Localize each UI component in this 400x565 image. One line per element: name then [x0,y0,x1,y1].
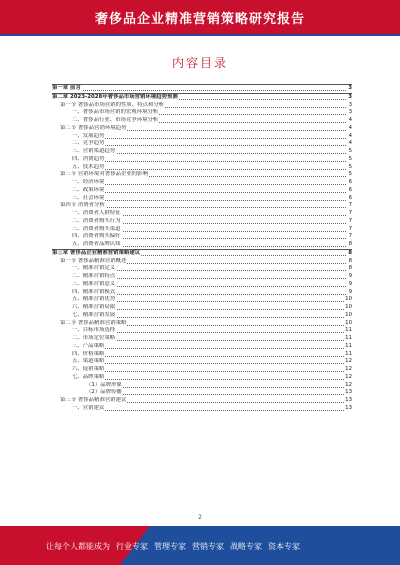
toc-entry[interactable] [52,210,352,218]
footer-item: 让每个人都能成为 [46,542,110,551]
toc-entry-page: 12 [345,358,352,365]
toc-entry[interactable] [52,320,352,328]
toc-entry[interactable] [52,327,352,335]
toc-entry-page: 13 [345,397,352,403]
toc-entry[interactable] [52,202,352,210]
toc-entry-page: 11 [345,335,352,341]
toc-entry-page: 4 [348,140,352,147]
toc-entry[interactable] [52,405,352,413]
toc-entry-page: 8 [348,257,352,264]
toc-entry-page: 7 [348,233,352,240]
toc-entry[interactable] [52,312,352,320]
toc-entry-page: 8 [348,241,352,247]
toc-entry[interactable] [52,93,352,102]
toc-entry[interactable] [52,358,352,366]
toc-entry-label: 四、消费趋势 [52,156,105,162]
toc-entry-page: 3 [348,109,352,116]
toc-entry-page: 10 [345,304,352,310]
toc-entry[interactable] [52,84,352,93]
toc-entry-page: 11 [345,327,352,334]
toc-entry-page: 7 [348,210,352,216]
toc-entry-label: 二、竞争趋势 [52,140,105,146]
toc-entry-page: 6 [348,194,352,201]
toc-entry-label: 二、奢侈品行业、市场竞争环境分析 [52,117,159,123]
report-header [0,0,400,34]
toc-entry[interactable] [52,351,352,359]
toc-entry-label: 三、营销渠道趋势 [52,148,116,154]
toc-entry-label: 第二节 奢侈品营销环境趋势 [52,125,127,131]
toc-entry-label: 三、社会环境 [52,195,105,201]
toc-entry-label: 六、精准营销局限 [52,304,116,310]
toc-entry[interactable] [52,241,352,249]
toc-entry-label: 第三节 奢侈品精准营销建议 [52,397,127,403]
toc-entry[interactable] [52,187,352,195]
page-number: 2 [198,514,202,521]
toc-entry-page: 10 [345,311,352,318]
toc-entry[interactable] [52,397,352,405]
toc-entry-page: 12 [345,373,352,380]
toc-entry-label: 五、渠道策略 [52,358,105,364]
toc-entry-page: 4 [348,117,352,123]
toc-entry-page: 7 [348,202,352,209]
toc-entry-label: 第一章 前言 [52,85,81,91]
toc-entry-page: 4 [348,132,352,139]
toc-entry-page: 7 [348,217,352,224]
toc-entry[interactable] [52,335,352,343]
toc-entry-label: 一、精准营销定义 [52,265,116,271]
toc-entry[interactable] [52,195,352,203]
toc-entry-label: 第二节 奢侈品精准营销策略 [52,320,127,326]
toc-entry[interactable] [52,249,352,258]
toc-entry-label: 第三章 奢侈品企业精准营销策略建议 [52,249,141,256]
table-of-contents [52,84,352,413]
toc-entry-page: 8 [348,249,352,256]
toc-entry[interactable] [52,125,352,133]
footer-item: 战略专家 [230,542,262,551]
toc-entry-page: 11 [345,350,352,357]
toc-entry-page: 3 [348,101,352,108]
toc-entry-label: 一、目标市场选择 [52,327,116,333]
toc-entry-label: 二、政策环境 [52,187,105,193]
toc-entry-label: 一、发展趋势 [52,133,105,139]
toc-entry[interactable] [52,281,352,289]
toc-entry[interactable] [52,164,352,172]
toc-entry-page: 5 [348,148,352,154]
toc-entry[interactable] [52,133,352,141]
toc-entry[interactable] [52,265,352,273]
toc-entry[interactable] [52,374,352,382]
toc-entry-label: 第三节 营销环境对奢侈品企业的影响 [52,171,149,177]
toc-entry[interactable] [52,233,352,241]
toc-entry[interactable] [52,258,352,266]
toc-entry[interactable] [52,289,352,297]
toc-entry-label: 第四节 消费者分析 [52,202,106,208]
footer-item: 资本专家 [268,542,300,551]
toc-entry-page: 7 [348,225,352,232]
toc-entry[interactable] [52,366,352,374]
toc-entry-page: 4 [348,124,352,131]
toc-entry[interactable] [52,117,352,125]
toc-entry-label: 五、精准营销优势 [52,296,116,302]
toc-entry-page: 9 [348,288,352,295]
toc-entry-page: 10 [345,319,352,326]
toc-entry-label: 七、精准营销发展 [52,312,116,318]
toc-entry-label: 五、技术趋势 [52,164,105,170]
toc-entry-page: 11 [345,342,352,349]
toc-entry-label: 六、促销策略 [52,366,105,372]
toc-entry-label: 一、奢侈品市场营销的宏观环境分析 [52,109,159,115]
toc-entry-label: 五、消费者品牌认知 [52,241,122,247]
toc-entry-page: 5 [348,155,352,162]
toc-entry-page: 10 [345,296,352,303]
toc-entry-label: 三、消费者购买渠道 [52,226,122,232]
toc-entry[interactable] [52,343,352,351]
toc-entry-label: 二、消费者购买行为 [52,218,122,224]
toc-entry[interactable] [52,156,352,164]
header-divider [0,34,400,36]
dot-leader [52,90,346,91]
toc-entry-label: （1）品牌形象 [52,382,123,388]
toc-entry[interactable] [52,102,352,110]
toc-entry-page: 12 [345,366,352,372]
toc-entry[interactable] [52,389,352,397]
toc-entry[interactable] [52,179,352,187]
toc-entry-page: 9 [348,273,352,279]
toc-entry-page: 9 [348,280,352,287]
toc-entry-label: 二、市场定位策略 [52,335,116,341]
toc-entry[interactable] [52,226,352,234]
toc-entry-label: 一、经济环境 [52,179,105,185]
toc-entry[interactable] [52,382,352,390]
toc-entry-label: 三、精准营销意义 [52,281,116,287]
toc-entry-label: 第一节 奢侈品精准营销概述 [52,258,127,264]
toc-entry-label: 四、精准营销模式 [52,289,116,295]
toc-entry-label: 七、品牌策略 [52,374,105,380]
toc-entry-page: 3 [348,85,352,91]
toc-entry-label: 四、价格策略 [52,351,105,357]
footer-item: 营销专家 [192,542,224,551]
toc-entry-page: 13 [345,404,352,411]
toc-entry[interactable] [52,273,352,281]
footer-slogan [46,541,306,552]
toc-entry[interactable] [52,171,352,179]
toc-entry[interactable] [52,296,352,304]
toc-entry-label: （2）品牌传播 [52,389,123,395]
toc-entry-page: 6 [348,186,352,193]
toc-entry[interactable] [52,109,352,117]
toc-entry-label: 四、消费者购买偏好 [52,233,122,239]
toc-entry[interactable] [52,218,352,226]
footer-item: 行业专家 [116,542,148,551]
toc-entry-label: 一、消费者人群特征 [52,210,122,216]
toc-entry-label: 第二章 2023-2028年奢侈品市场营销环境趋势预测 [52,93,178,100]
toc-entry-page: 5 [348,163,352,170]
footer-item: 管理专家 [154,542,186,551]
toc-entry-page: 12 [345,381,352,388]
toc-entry-label: 二、精准营销特点 [52,273,116,279]
toc-entry-label: 第一节 奢侈品市场营销的性质、特点和分析 [52,102,165,108]
toc-entry[interactable] [52,140,352,148]
toc-entry-page: 13 [345,389,352,396]
toc-entry-page: 3 [348,93,352,100]
toc-entry[interactable] [52,148,352,156]
toc-entry-page: 5 [348,171,352,178]
report-title: 奢侈品企业精准营销策略研究报告 [94,12,305,27]
toc-entry-page: 6 [348,179,352,185]
toc-title: 内容目录 [171,56,228,70]
toc-entry-page: 8 [348,265,352,272]
toc-entry[interactable] [52,304,352,312]
toc-entry-label: 一、营销建议 [52,405,105,411]
toc-entry-label: 三、产品策略 [52,343,105,349]
